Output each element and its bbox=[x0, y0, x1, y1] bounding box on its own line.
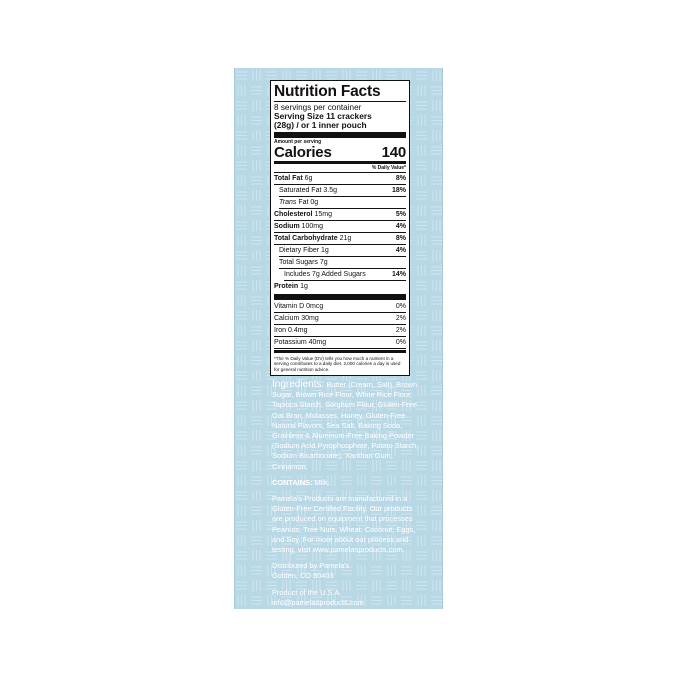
contains-value: Milk. bbox=[314, 477, 330, 487]
distributed-by: Distributed by Pamela's bbox=[272, 561, 350, 571]
nutrient-label: Trans bbox=[279, 199, 297, 206]
nutrient-row-trans-fat bbox=[279, 197, 406, 209]
nutrient-amount: 15mg bbox=[314, 211, 332, 218]
nutrient-label: Dietary Fiber bbox=[279, 247, 320, 254]
vitamin-row-calcium bbox=[274, 313, 406, 325]
nutrient-row-protein bbox=[274, 281, 406, 292]
distributor-block bbox=[272, 561, 422, 581]
serving-size-line1: Serving Size 11 crackers bbox=[274, 111, 372, 121]
calories-row bbox=[274, 145, 406, 160]
nutrient-amount: 7g bbox=[319, 259, 328, 266]
nutrient-label: Protein bbox=[274, 283, 299, 290]
nutrient-amount: 1g bbox=[300, 283, 308, 290]
calories-value: 140 bbox=[381, 144, 406, 161]
servings-per-container: 8 servings per container bbox=[274, 101, 406, 112]
nutrient-label: Cholesterol bbox=[274, 211, 313, 218]
nutrient-label: Total Sugars bbox=[279, 259, 318, 266]
nutrition-facts-label bbox=[270, 80, 410, 376]
nutrient-row-dietary-fiber bbox=[279, 245, 406, 257]
origin-block bbox=[272, 588, 422, 608]
ingredients-block bbox=[272, 380, 422, 614]
contains-paragraph bbox=[272, 478, 422, 488]
vitamin-label: Potassium 40mg bbox=[274, 339, 327, 346]
divider-medium bbox=[274, 350, 406, 353]
nutrient-dv: 14% bbox=[391, 271, 406, 278]
nutrient-row-total-sugars bbox=[279, 257, 406, 269]
vitamin-label: Calcium 30mg bbox=[274, 315, 319, 322]
nutrient-label: Saturated Fat bbox=[279, 187, 322, 194]
nutrient-dv: 8% bbox=[395, 175, 406, 182]
nutrient-amount: 21g bbox=[339, 235, 352, 242]
contact-email: info@pamelasproducts.com bbox=[272, 597, 364, 607]
nutrient-row-added-sugars bbox=[284, 269, 406, 281]
nutrient-row-total-fat bbox=[274, 173, 406, 185]
ingredients-heading: Ingredients: bbox=[272, 379, 325, 390]
amount-per-serving: Amount per serving bbox=[274, 139, 322, 145]
vitamin-dv: 0% bbox=[395, 339, 406, 346]
ingredients-paragraph bbox=[272, 380, 422, 472]
nutrient-label: Includes 7g Added Sugars bbox=[284, 271, 366, 278]
divider-medium bbox=[274, 161, 406, 164]
divider-thick bbox=[274, 294, 406, 300]
contains-label: CONTAINS: bbox=[272, 477, 313, 487]
nutrient-dv: 18% bbox=[391, 187, 406, 194]
nutrient-row-cholesterol bbox=[274, 209, 406, 221]
vitamin-dv: 2% bbox=[395, 315, 406, 322]
vitamin-label: Vitamin D 0mcg bbox=[274, 303, 324, 310]
nutrient-amount: 1g bbox=[321, 247, 329, 254]
nutrient-row-saturated-fat bbox=[279, 185, 406, 197]
nutrient-dv: 5% bbox=[395, 211, 406, 218]
nutrient-label: Sodium bbox=[274, 223, 300, 230]
nutrient-amount: 100mg bbox=[301, 223, 324, 230]
vitamin-row-iron bbox=[274, 325, 406, 337]
vitamin-dv: 2% bbox=[395, 327, 406, 334]
nutrient-label: Total Fat bbox=[274, 175, 303, 182]
vitamin-label: Iron 0.4mg bbox=[274, 327, 308, 334]
nutrient-row-total-carbohydrate bbox=[274, 233, 406, 245]
facility-statement: Pamela's Products are manufactured in a Gluten-Free Certified Facility. Our products are produced on equipment that processes Peanuts, Tree Nuts, Wheat, Coconut, Eggs, and Soy. For more about our process and testing, visit www.pamelasproducts.com. bbox=[272, 494, 416, 555]
distributor-address: Golden, CO 80403 bbox=[272, 571, 334, 581]
ingredients-text: Butter (Cream, Salt), Brown Sugar, Brown Rice Flour, White Rice Flour, Tapioca Starch, Sorghum Flour, Gluten-Free Oat Bran, Molasses, Honey, Gluten-Free Natural Flavors, Sea Salt, Baking Soda, Grainless & Aluminum-Free Baking Powder (Sodium Acid Pyrophosphate, Potato Starch, Sodium Bicarbonate), Xanthan Gum, Cinnamon. bbox=[272, 380, 419, 471]
nutrient-label: Total Carbohydrate bbox=[274, 235, 338, 242]
nutrient-dv: 4% bbox=[395, 247, 406, 254]
vitamin-row-d bbox=[274, 301, 406, 313]
nutrient-amount: 3.5g bbox=[323, 187, 337, 194]
divider-thick bbox=[274, 132, 406, 138]
serving-size-line2: (28g) / or 1 inner pouch bbox=[274, 120, 367, 130]
daily-value-header: % Daily Value* bbox=[274, 165, 406, 173]
vitamin-dv: 0% bbox=[395, 303, 406, 310]
nutrient-amount: Fat 0g bbox=[298, 199, 319, 206]
vitamin-row-potassium bbox=[274, 337, 406, 349]
nutrient-amount: 6g bbox=[304, 175, 313, 182]
calories-label: Calories bbox=[274, 144, 332, 161]
nutrient-dv: 4% bbox=[395, 223, 406, 230]
nutrient-dv: 8% bbox=[395, 235, 406, 242]
daily-value-footnote: *The % Daily Value (DV) tells you how much a nutrient in a serving contributes to a daily diet. 2,000 calories a day is used for general nutrition advice. bbox=[274, 356, 401, 372]
nutrient-row-sodium bbox=[274, 221, 406, 233]
product-of: Product of the U.S.A. bbox=[272, 587, 342, 597]
nutrition-title: Nutrition Facts bbox=[274, 83, 381, 100]
